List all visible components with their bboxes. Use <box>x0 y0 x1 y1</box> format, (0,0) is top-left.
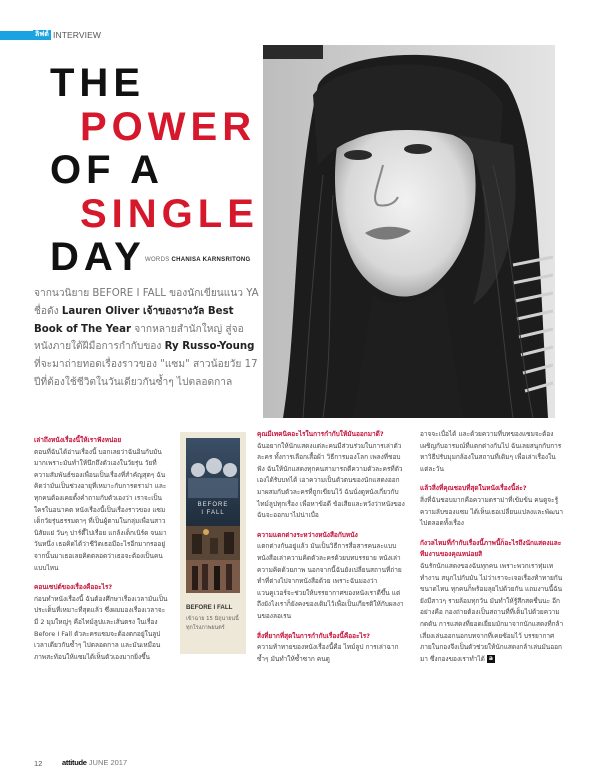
end-of-article-icon: a <box>488 654 493 662</box>
page-number: 12 <box>34 759 43 768</box>
section-label: INTERVIEW <box>53 30 101 40</box>
headline-line-1: THE <box>50 61 145 105</box>
answer-text: อาจจะเบื่อได้ และด้วยความที่บทของแซมจะต้องเผชิญกับอารมณ์ที่แตกต่างกันไป ฉันเลยสนุกกับการหาวิธีปรับมุมกล้องในสถานที่เดิมๆ เพื่อเล่าเรื่องในแต่ละวัน <box>420 430 562 473</box>
issue-date: JUNE 2017 <box>88 758 128 767</box>
answer-text: สิ่งที่ฉันชอบมากคือความดราม่าที่เข้มข้น คนดูจะรู้ความลับของแซม ได้เห็นเธอเปลี่ยนแปลงและพัฒนาไปตลอดทั้งเรื่อง <box>420 495 564 528</box>
publication-footer <box>62 758 127 767</box>
byline-label: WORDS <box>145 257 170 263</box>
answer-text: ก่อนทำหนังเรื่องนี้ ฉันต้องศึกษาเรื่องเวลามันเป็นประเด็นที่เหมาะที่สุดแล้ว ซึ่งผมมองเรื่องเวลาจะมี 2 มุมใหญ่ๆ คือไทม์ลูปและเส้นตรง ในเรื่อง Before I Fall ตัวละครแซมจะต้องตกอยู่ในลูปเวลาเดียวกันซ้ำๆ ไปตลอดกาล และมันเหมือนภาพสะท้อนให้แซมได้เห็นตัวเองมากยิ่งขึ้น <box>34 594 168 661</box>
movie-poster-sidebar <box>180 432 246 654</box>
portrait-illustration <box>263 45 555 418</box>
headline <box>50 62 259 280</box>
intro-text-1: จากนวนิยาย BEFORE I FALL ของนักเขียนแนว YA ชื่อดัง <box>34 288 259 317</box>
portrait-photo <box>263 45 555 418</box>
intro-paragraph <box>34 285 259 392</box>
poster-caption-title: BEFORE I FALL <box>186 604 233 611</box>
headline-line-4: SINGLE <box>80 191 259 236</box>
answer-text: ฉันอยากให้นักแสดงแต่ละคนมีส่วนร่วมในการเล่าตัวละคร ทั้งการเลือกเสื้อผ้า วิธีการมองโลก เพลงที่ชอบฟัง ฉันให้นักแสดงทุกคนสามารถตีความตัวละครที่ตัวเองได้รับบทได้ เอาความเป็นตัวตนของนักแสดงออกมาผสมกับตัวละครที่ถูกเขียนไว้ ฉันนั่งดูหนังเกี่ยวกับไทม์ลูปทุกเรื่อง เพื่อหาข้อดี ข้อเสียและหวังว่าหนังของฉันจะออกมาไม่น่าเบื่อ <box>257 441 405 520</box>
article-column-3 <box>420 429 565 665</box>
question-heading: แล้วสิ่งที่คุณชอบที่สุดในหนังเรื่องนี้ล่ะ? <box>420 484 527 493</box>
poster-caption-release: เข้าฉาย 15 มิถุนายนนี้ ทุกโรงภาพยนตร์ <box>186 616 239 631</box>
section-tag: ลิฟต์ <box>35 31 49 38</box>
svg-text:I FALL: I FALL <box>201 510 225 516</box>
answer-text-final: ฉันรักนักแสดงของฉันทุกคน เพราะพวกเราทุ่มเททำงาน สนุกไปกับมัน ไม่ว่าเราจะเจอเรื่องท้าทายกันขนาดไหน ทุกคนก็พร้อมลุยไปด้วยกัน แถมงานนี้ฉันยังมีสาวๆ รายล้อมทุกวัน มันทำให้รู้สึกสดชื่นนะ อีกอย่างคือ กองถ่ายต้องเป็นสถานที่ที่เต็มไปด้วยความกดดัน การแสดงที่ยอดเยี่ยมมักมาจากนักแสดงที่กล้าเสี่ยงเล่นออกนอกบทจากที่เคยซ้อมไว้ บรรยากาศภายในกองจึงเป็นตัวช่วยให้นักแสดงกล้าเล่นมันออกมา ซึ่งกองของเราทำได้ <box>420 561 564 663</box>
question-heading: สิ่งที่ยากที่สุดในการกำกับเรื่องนี้คืออะไร? <box>257 631 371 640</box>
poster-illustration <box>186 438 240 593</box>
intro-text-2: จากหลายสำนักใหญ่ สู่จอหนังภายใต้ฝีมือการกำกับของ <box>34 323 244 353</box>
answer-text: ความท้าทายของหนังเรื่องนี้คือ ไทม์ลูป การเล่าฉากซ้ำๆ มันทำให้ซ้ำซาก คนดู <box>257 643 399 663</box>
intro-highlight-director: Ry Russo-Young <box>164 341 255 353</box>
answer-text <box>420 561 565 665</box>
question-heading: กังวลไหมที่กำกับเรื่องนี้ภาพนี้ก็อะไรถึงนักแสดงและทีมงานของคุณหน่อยสิ <box>420 538 562 559</box>
movie-poster-image <box>186 438 240 593</box>
svg-text:BEFORE: BEFORE <box>197 502 229 508</box>
byline <box>145 257 251 263</box>
intro-highlight-author: Lauren Oliver เจ้าของรางวัล Best Book of The Year <box>34 305 234 335</box>
publication-name: attitude <box>62 758 87 767</box>
question-heading: ความแตกต่างระหว่างหนังสือกับหนัง <box>257 530 358 539</box>
question-heading: คอนเซปต์ของเรื่องคืออะไร? <box>34 583 113 592</box>
article-column-1 <box>34 435 169 663</box>
answer-text: แตกต่างกันอยู่แล้ว มันเป็นวิธีการสื่อสารคนละแบบ หนังสือเล่าความคิดตัวละครด้วยบทบรรยาย หนังเล่าความคิดด้วยภาพ นอกจากนี้ฉันยังเปลี่ยนสถานที่ถ่ายทำที่ต่างไปจากหนังสือด้วย เพราะฉันมองว่าแวนคูเวอร์จะช่วยให้บรรยากาศของหนังเราดีขึ้น แต่ถึงยังไงเราก็ยังคงของเดิมไว้เพื่อเป็นเกียรติให้กับผลงานของลอเรน <box>257 542 404 620</box>
question-heading: เล่าถึงหนังเรื่องนี้ให้เราฟังหน่อย <box>34 436 122 444</box>
intro-text-3: ที่จะมาถ่ายทอดเรื่องราวของ "แซม" สาวน้อยวัย 17 ปีที่ต้องใช้ชีวิตในวันเดียวกันซ้ำๆ ไปตลอดกาล <box>34 359 258 388</box>
answer-text: ตอนที่ฉันได้อ่านเรื่องนี้ บอกเลยว่าฉันอินกับมันมากเพราะมันทำให้นึกถึงตัวเองในวัยรุ่น วัยที่ความสัมพันธ์ของเพื่อนเป็นเรื่องที่สำคัญสุดๆ ฉันคิดว่ามันเป็นช่วงอายุที่เหมาะกับการดราม่า และทุกคนต้องเคยตั้งคำถามกับตัวเองว่า เราจะเป็นใครในอนาคต หนังเรื่องนี้เป็นเรื่องราวของ แซม เด็กวัยรุ่นธรรมดาๆ ที่เป็นผู้ตามในกลุ่มเพื่อนสาวนิสัยแย่ วันๆ ปาร์ตี้ไปเรื่อย แกล้งเด็กเนิร์ด จนมาวันหนึ่ง เธอคิดได้ว่าชีวิตเธอมีอะไรอีกมากรออยู่ จากนั้นมาเธอเลยคิดตลอดว่าเธอจะต้องเป็นคนแบบไหน <box>34 447 167 572</box>
headline-line-5: DAY <box>50 235 146 279</box>
byline-author: CHANISA KARNSRITONG <box>171 257 251 263</box>
headline-line-3: OF A <box>50 148 165 192</box>
article-column-2 <box>257 429 407 665</box>
headline-line-2: POWER <box>80 104 257 149</box>
question-heading: คุณมีเทคนิคอะไรในการกำกับให้มันออกมาดี? <box>257 430 384 438</box>
